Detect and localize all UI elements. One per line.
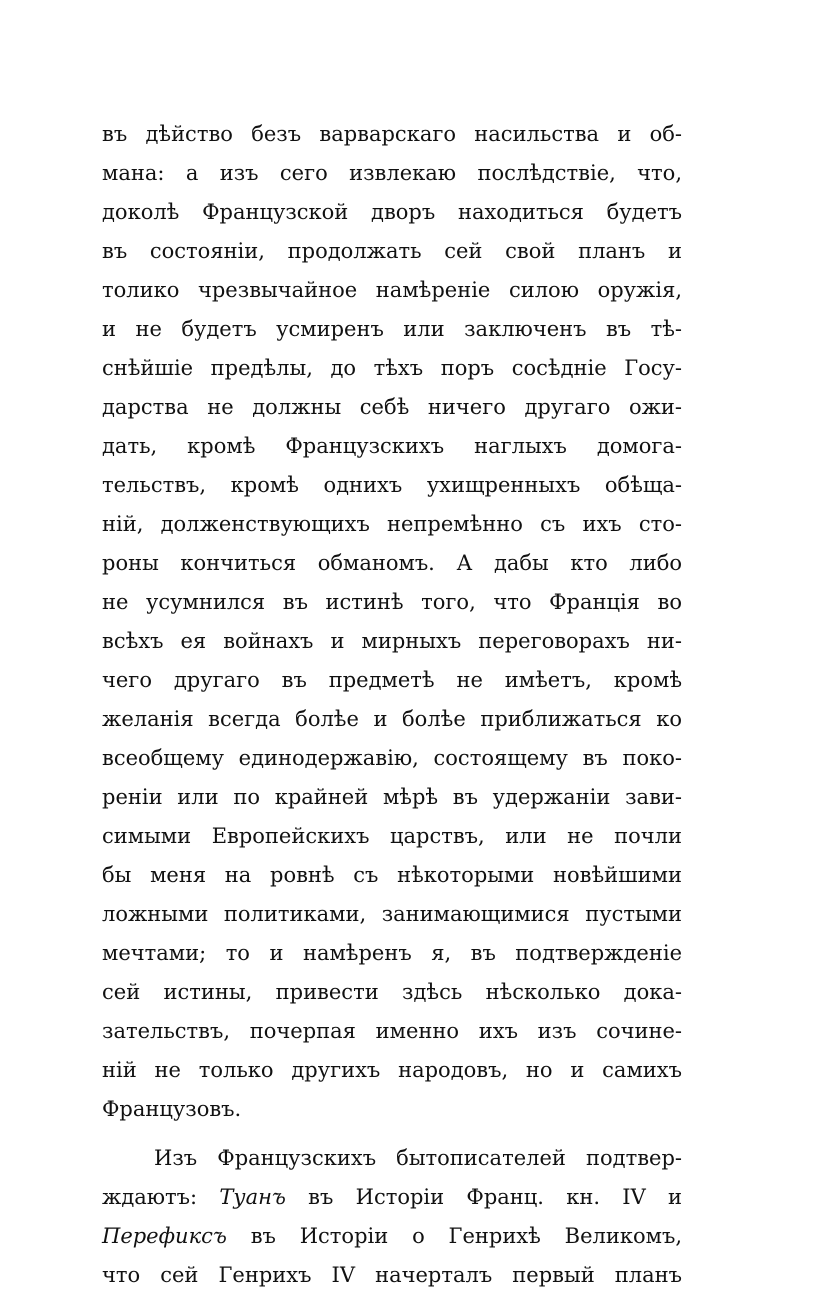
text-line: дать, кромѣ Французскихъ наглыхъ домога- bbox=[102, 434, 682, 458]
text-line-indented: Изъ Французскихъ бытописателей подтвер- bbox=[154, 1146, 682, 1170]
text-line: въ дѣйство безъ варварскаго насильства и об- bbox=[102, 122, 682, 146]
text-line-citation bbox=[102, 1178, 682, 1217]
text-line: толико чрезвычайное намѣреніе силою оружія, bbox=[102, 278, 682, 302]
text-line: въ состояніи, продолжать сей свой планъ и bbox=[102, 239, 682, 263]
text-line: всеобщему единодержавію, состоящему въ поко- bbox=[102, 746, 682, 770]
text-line: ложными политиками, занимающимися пустыми bbox=[102, 902, 682, 926]
text-line: не усумнился въ истинѣ того, что Франція во bbox=[102, 590, 682, 614]
paragraph-gap bbox=[102, 1129, 682, 1139]
text-line: зательствъ, почерпая именно ихъ изъ сочине- bbox=[102, 1019, 682, 1043]
citation-text: въ Исторіи о Генрихѣ Великомъ, bbox=[226, 1224, 682, 1248]
text-line: сей истины, привести здѣсь нѣсколько дока- bbox=[102, 980, 682, 1004]
text-line: дарства не должны себѣ ничего другаго ожи- bbox=[102, 395, 682, 419]
text-line: бы меня на ровнѣ съ нѣкоторыми новѣйшими bbox=[102, 863, 682, 887]
text-line: мана: а изъ сего извлекаю послѣдствіе, что, bbox=[102, 161, 682, 185]
text-line-last: Французовъ. bbox=[102, 1097, 242, 1121]
text-line: всѣхъ ея войнахъ и мирныхъ переговорахъ ни- bbox=[102, 629, 682, 653]
text-line: роны кончиться обманомъ. А дабы кто либо bbox=[102, 551, 682, 575]
text-line: и не будетъ усмиренъ или заключенъ въ тѣ- bbox=[102, 317, 682, 341]
text-line: чего другаго въ предметѣ не имѣетъ, кромѣ bbox=[102, 668, 682, 692]
text-line: что сей Генрихъ IV начерталъ первый планъ bbox=[102, 1263, 682, 1287]
text-line: ній не только другихъ народовъ, но и самихъ bbox=[102, 1058, 682, 1082]
text-line: тельствъ, кромѣ однихъ ухищренныхъ обѣща- bbox=[102, 473, 682, 497]
text-line: реніи или по крайней мѣрѣ въ удержаніи зави- bbox=[102, 785, 682, 809]
text-line-citation bbox=[102, 1217, 682, 1256]
text-line: симыми Европейскихъ царствъ, или не почли bbox=[102, 824, 682, 848]
citation-text: ждаютъ: bbox=[102, 1185, 220, 1209]
text-line: ній, долженствующихъ непремѣнно съ ихъ сто- bbox=[102, 512, 682, 536]
page-text bbox=[102, 115, 682, 1295]
citation-text: въ Исторіи Франц. кн. IV и bbox=[285, 1185, 682, 1209]
author-name-tuan: Туанъ bbox=[219, 1185, 286, 1209]
text-line: снѣйшіе предѣлы, до тѣхъ поръ сосѣдніе Госу- bbox=[102, 356, 682, 380]
text-line: желанія всегда болѣе и болѣе приближаться ко bbox=[102, 707, 682, 731]
text-line: доколѣ Французской дворъ находиться будетъ bbox=[102, 200, 682, 224]
text-line: мечтами; то и намѣренъ я, въ подтвержденіе bbox=[102, 941, 682, 965]
author-name-perefix: Перефиксъ bbox=[102, 1224, 227, 1248]
